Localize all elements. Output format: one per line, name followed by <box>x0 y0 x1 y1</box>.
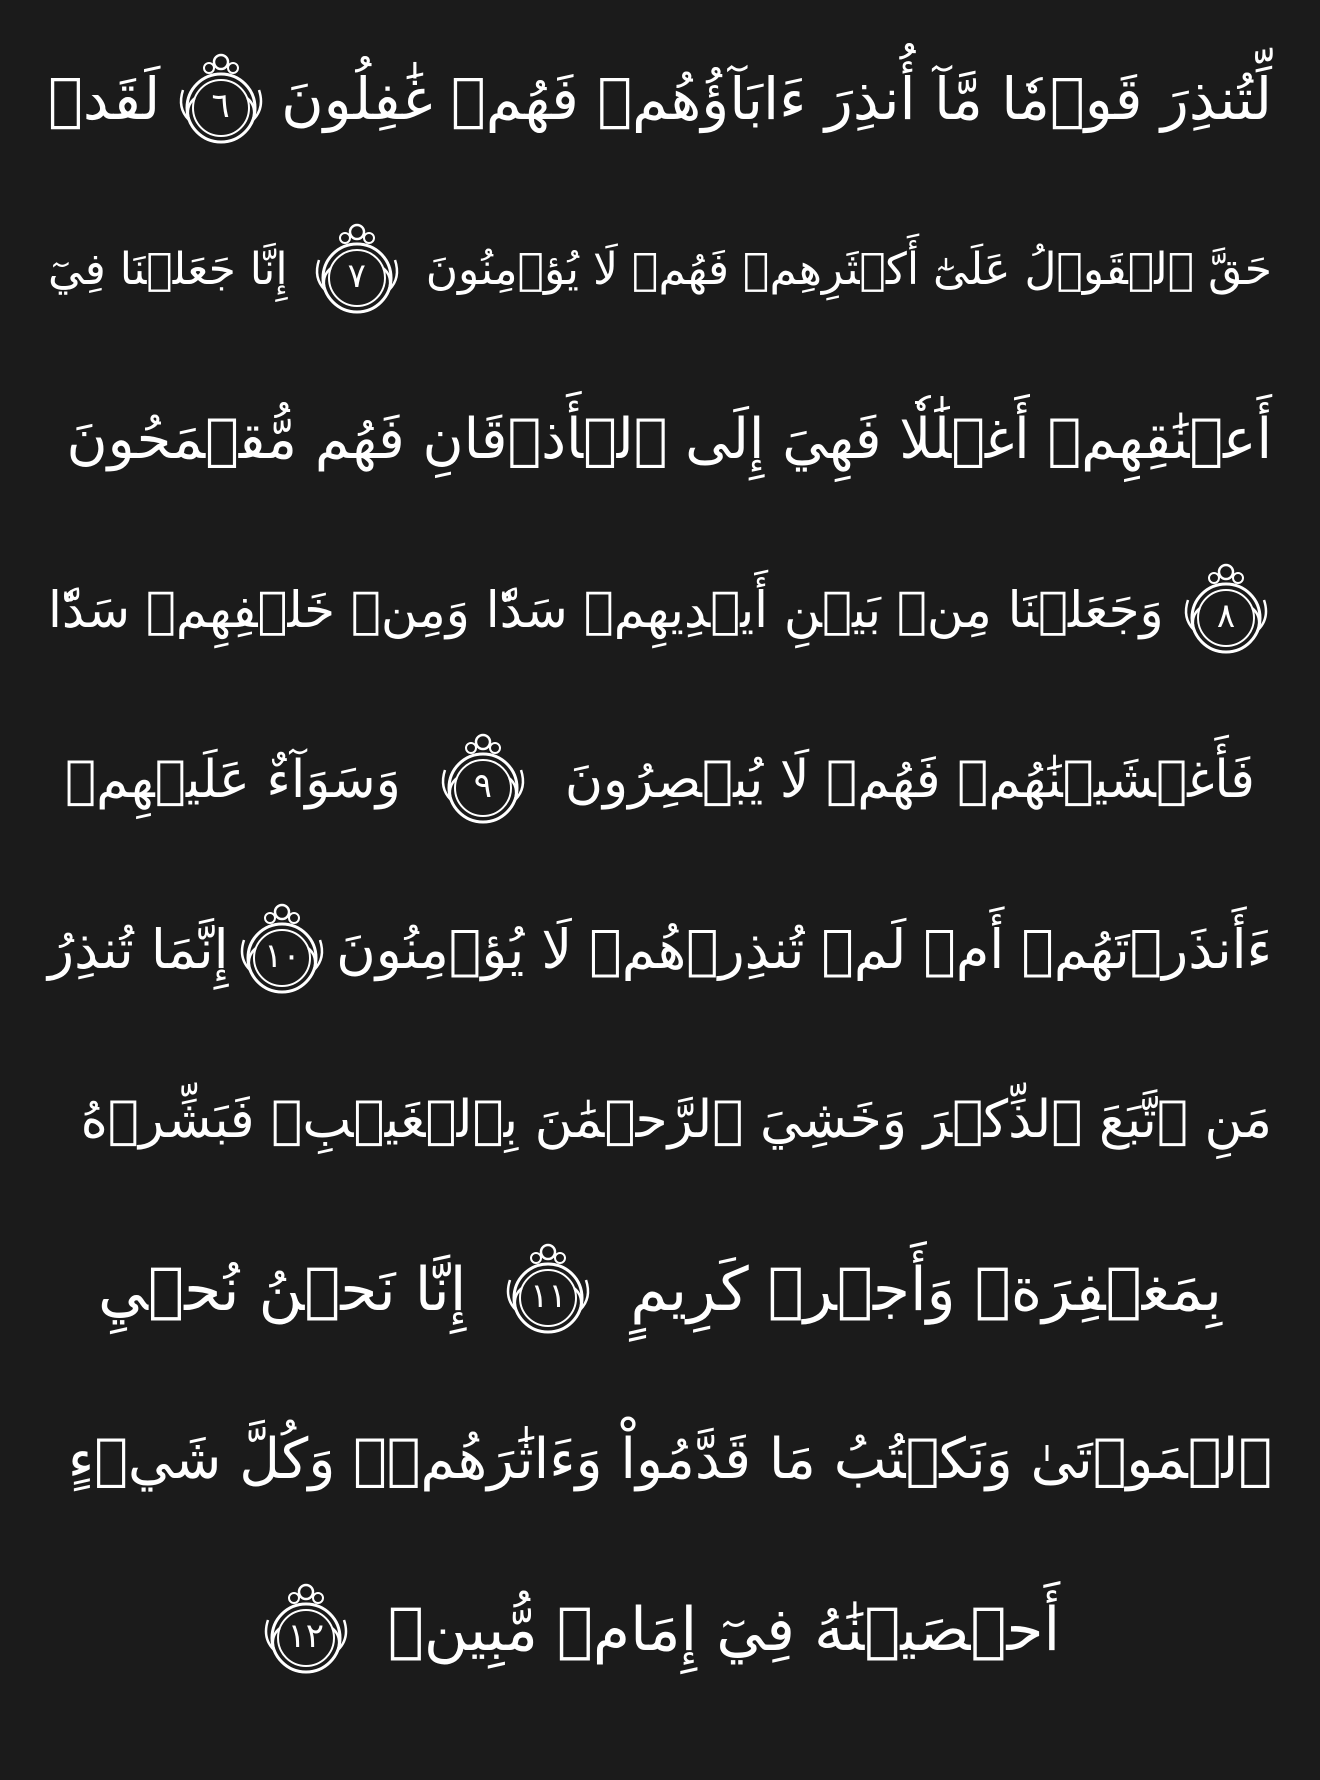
ayah-number: ٩ <box>473 766 492 807</box>
verse-text: وَجَعَلۡنَا مِنۢ بَيۡنِ أَيۡدِيهِمۡ سَدّٗا وَمِنۡ خَلۡفِهِمۡ سَدّٗا <box>48 581 1164 639</box>
verse-line <box>48 1555 1272 1705</box>
verse-text: لِّتُنذِرَ قَوۡمٗا مَّآ أُنذِرَ ءَابَآؤُهُمۡ فَهُمۡ غَٰفِلُونَ <box>281 65 1272 134</box>
ayah-number: ٧ <box>347 256 366 297</box>
ayah-marker <box>437 730 529 830</box>
ayah-marker <box>1180 560 1272 660</box>
verse-text: إِنَّمَا تُنذِرُ <box>48 918 229 982</box>
verse-text: أَعۡنَٰقِهِمۡ أَغۡلَٰلٗا فَهِيَ إِلَى ٱلۡأَذۡقَانِ فَهُم مُّقۡمَحُونَ <box>66 406 1272 472</box>
ayah-marker <box>236 900 328 1000</box>
verse-text: إِنَّا جَعَلۡنَا فِيٓ <box>48 244 288 296</box>
verse-text: ءَأَنذَرۡتَهُمۡ أَمۡ لَمۡ تُنذِرۡهُمۡ لَا يُؤۡمِنُونَ <box>336 918 1272 982</box>
verse-line <box>48 25 1272 175</box>
verse-text: مَنِ ٱتَّبَعَ ٱلذِّكۡرَ وَخَشِيَ ٱلرَّحۡمَٰنَ بِٱلۡغَيۡبِۖ فَبَشِّرۡهُ <box>80 1089 1272 1150</box>
verse-text: حَقَّ ٱلۡقَوۡلُ عَلَىٰٓ أَكۡثَرِهِمۡ فَهُمۡ لَا يُؤۡمِنُونَ <box>425 244 1272 296</box>
verse-text: لَقَدۡ <box>48 65 161 134</box>
ayah-number: ١٢ <box>287 1616 325 1657</box>
ayah-number: ١١ <box>530 1276 567 1317</box>
verse-line <box>48 365 1272 515</box>
verse-line <box>48 705 1272 855</box>
verse-text: إِنَّا نَحۡنُ نُحۡيِ <box>98 1255 467 1325</box>
ayah-number: ٨ <box>1216 596 1236 637</box>
verse-line <box>48 1215 1272 1365</box>
ayah-marker <box>260 1580 352 1680</box>
verse-line <box>48 195 1272 345</box>
verse-text: ٱلۡمَوۡتَىٰ وَنَكۡتُبُ مَا قَدَّمُواْ وَءَاثَٰرَهُمۡۚ وَكُلَّ شَيۡءٍ <box>67 1426 1272 1492</box>
verse-line <box>48 875 1272 1025</box>
verse-text: أَحۡصَيۡنَٰهُ فِيٓ إِمَامٖ مُّبِينٖ <box>387 1595 1061 1665</box>
ayah-marker <box>311 220 403 320</box>
ayah-marker <box>175 50 267 150</box>
verse-text: وَسَوَآءٌ عَلَيۡهِمۡ <box>64 749 401 810</box>
verse-text: بِمَغۡفِرَةٖ وَأَجۡرٖ كَرِيمٍ <box>630 1255 1222 1325</box>
ayah-marker <box>502 1240 594 1340</box>
verse-text: فَأَغۡشَيۡنَٰهُمۡ فَهُمۡ لَا يُبۡصِرُونَ <box>564 749 1256 810</box>
ayah-number: ١٠ <box>264 936 301 977</box>
ayah-number: ٦ <box>211 86 230 127</box>
verse-line <box>48 1045 1272 1195</box>
verse-line <box>48 1385 1272 1535</box>
verse-line <box>48 535 1272 685</box>
